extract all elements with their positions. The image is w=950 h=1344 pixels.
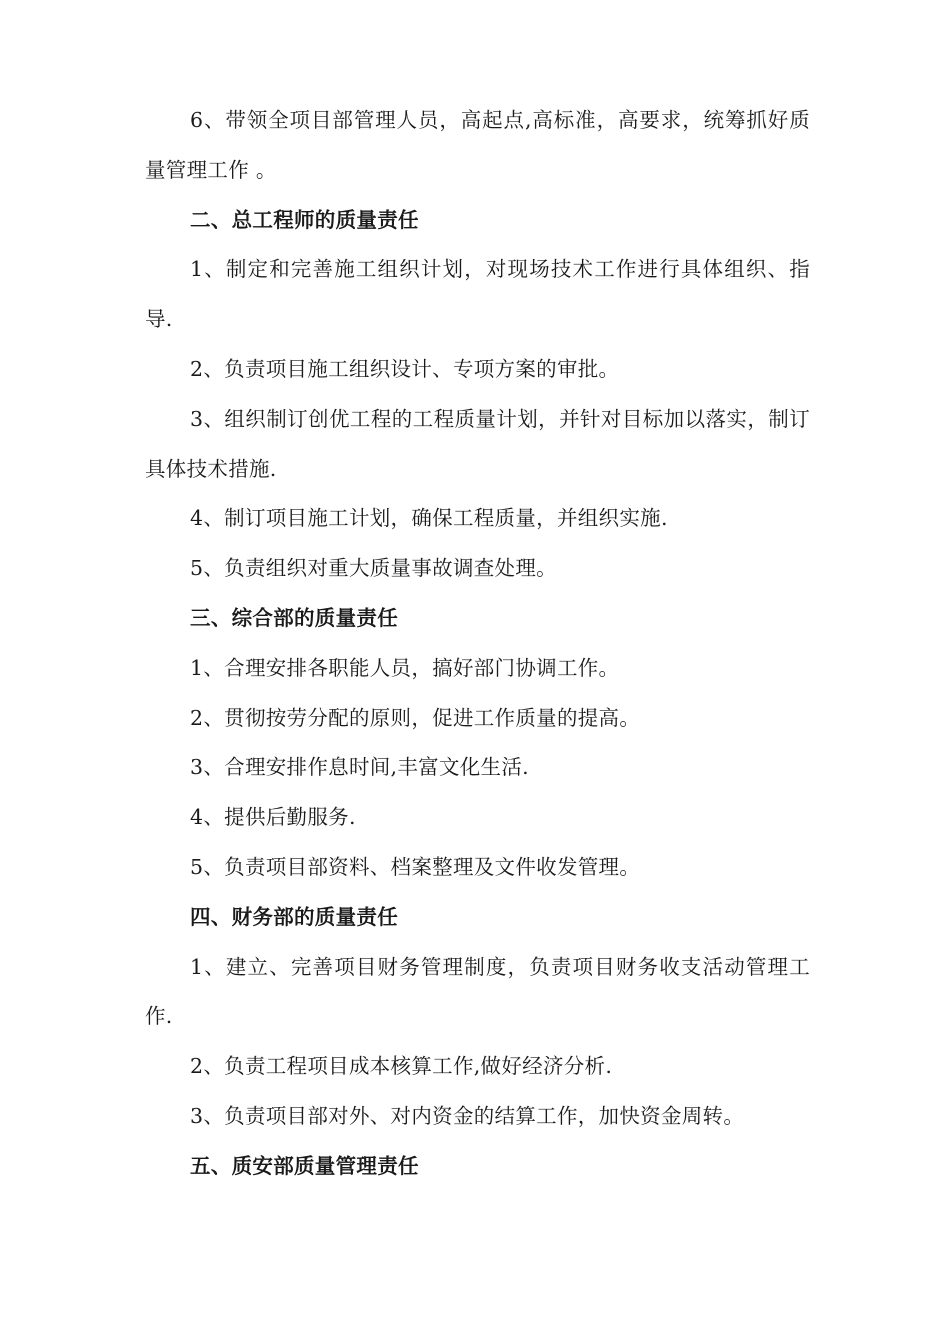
paragraph-item: 1、合理安排各职能人员，搞好部门协调工作。 [190, 655, 620, 680]
paragraph-item: 4、提供后勤服务. [190, 805, 356, 830]
section-heading: 二、总工程师的质量责任 [190, 207, 419, 232]
document-page [145, 96, 810, 1192]
section-heading: 五、质安部质量管理责任 [190, 1153, 419, 1178]
paragraph-item: 6、带领全项目部管理人员，高起点,高标准，高要求，统筹抓好质量管理工作 。 [145, 108, 810, 182]
paragraph-item: 2、负责工程项目成本核算工作,做好经济分析. [190, 1054, 613, 1079]
paragraph-item: 2、负责项目施工组织设计、专项方案的审批。 [190, 356, 620, 381]
paragraph-item: 3、负责项目部对外、对内资金的结算工作，加快资金周转。 [190, 1103, 745, 1128]
section-heading: 四、财务部的质量责任 [190, 904, 398, 929]
paragraph-item: 3、合理安排作息时间,丰富文化生活. [190, 755, 529, 780]
paragraph-item: 5、负责组织对重大质量事故调查处理。 [190, 556, 557, 581]
paragraph-item: 1、建立、完善项目财务管理制度，负责项目财务收支活动管理工作. [145, 954, 810, 1029]
paragraph-item: 2、贯彻按劳分配的原则，促进工作质量的提高。 [190, 705, 641, 730]
section-heading: 三、综合部的质量责任 [190, 605, 398, 630]
paragraph-item: 3、组织制订创优工程的工程质量计划，并针对目标加以落实，制订具体技术措施. [145, 406, 810, 481]
paragraph-item: 1、制定和完善施工组织计划，对现场技术工作进行具体组织、指导. [145, 257, 810, 332]
paragraph-item: 5、负责项目部资料、档案整理及文件收发管理。 [190, 854, 641, 879]
paragraph-item: 4、制订项目施工计划，确保工程质量，并组织实施. [190, 506, 668, 531]
